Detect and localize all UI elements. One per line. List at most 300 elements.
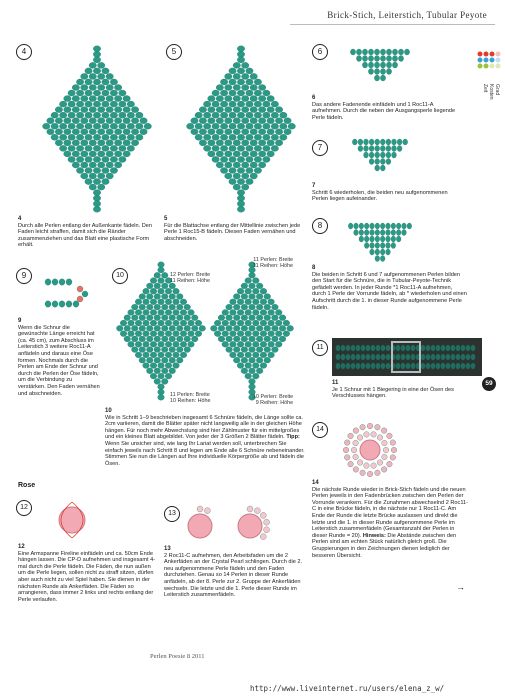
bead — [214, 320, 221, 326]
bead — [267, 140, 274, 146]
bead — [233, 173, 240, 179]
bead — [254, 134, 261, 140]
bead — [139, 294, 146, 300]
bead — [93, 101, 100, 107]
bead — [371, 463, 377, 469]
bead — [85, 179, 92, 185]
bead — [364, 236, 369, 242]
bead — [357, 460, 363, 466]
bead — [237, 206, 244, 212]
bead — [150, 352, 157, 358]
bead — [106, 107, 113, 113]
bead — [249, 379, 256, 385]
bead — [146, 283, 153, 289]
bead — [346, 363, 350, 369]
bead — [199, 325, 206, 331]
bead — [362, 56, 367, 62]
bead — [250, 96, 257, 102]
bead — [386, 56, 391, 62]
sidebar-label-kosten: Kosten — [488, 84, 494, 100]
beadwork-tip-step-6 — [350, 48, 410, 92]
bead — [254, 123, 261, 129]
bead — [124, 336, 131, 342]
bead — [93, 206, 100, 212]
bead — [336, 363, 340, 369]
bead — [76, 123, 83, 129]
bead — [375, 165, 380, 171]
bead — [230, 352, 237, 358]
bead — [272, 315, 279, 321]
bead — [267, 96, 274, 102]
bead — [93, 57, 100, 63]
step-12-text — [18, 544, 158, 603]
bead — [233, 107, 240, 113]
bead — [242, 84, 249, 90]
bead — [140, 129, 147, 135]
bead — [154, 368, 161, 374]
bead — [165, 310, 172, 316]
bead — [256, 283, 263, 289]
bead — [230, 331, 237, 337]
bead — [212, 90, 219, 96]
bead — [140, 118, 147, 124]
step-4-number: 4 — [18, 216, 22, 222]
bead — [102, 156, 109, 162]
bead — [184, 304, 191, 310]
bead — [386, 49, 391, 55]
bead — [210, 325, 217, 331]
bead — [407, 223, 412, 229]
bead — [368, 56, 373, 62]
bead — [89, 173, 96, 179]
bead — [216, 151, 223, 157]
step-4-marker: 4 — [16, 44, 32, 60]
bead — [376, 354, 380, 360]
bead — [216, 140, 223, 146]
bead — [173, 331, 180, 337]
bead — [98, 151, 105, 157]
bead — [233, 140, 240, 146]
bead — [287, 325, 294, 331]
bead — [173, 299, 180, 305]
bead — [380, 139, 385, 145]
bead — [258, 162, 265, 168]
step-8-number: 8 — [312, 265, 316, 271]
bead — [344, 440, 350, 446]
bead — [275, 331, 282, 337]
bead — [59, 134, 66, 140]
bead — [93, 190, 100, 196]
bead — [220, 156, 227, 162]
bead — [370, 249, 375, 255]
bead — [161, 283, 168, 289]
step-14-hint-label: Hinweis: — [362, 532, 386, 539]
bead — [241, 315, 248, 321]
bead — [195, 320, 202, 326]
bead — [176, 347, 183, 353]
bead — [392, 152, 397, 158]
bead — [369, 159, 374, 165]
bead — [466, 354, 470, 360]
bead — [392, 56, 397, 62]
bead — [441, 345, 445, 351]
bead — [119, 156, 126, 162]
bead — [64, 151, 71, 157]
bead — [158, 363, 165, 369]
bead — [359, 230, 364, 236]
step-8-text — [312, 265, 467, 311]
sidebar-label-zeit: Zeit — [482, 84, 488, 93]
bead — [380, 230, 385, 236]
bead — [346, 354, 350, 360]
step-4-text — [18, 216, 160, 249]
bead — [431, 354, 435, 360]
bead — [165, 352, 172, 358]
bead — [404, 49, 409, 55]
bead — [258, 151, 265, 157]
bead — [110, 101, 117, 107]
bead — [128, 341, 135, 347]
bead — [246, 123, 253, 129]
bead — [180, 341, 187, 347]
step-9-marker: 9 — [16, 268, 32, 284]
step-12-body: Eine Armspanne Fireline einfädeln und ca. 50cm Ende hängen lassen. Die CP-D aufnehmen und insgesamt 4-mal durch die Perle fädeln. Die Fäden, die nun außen um die Perle liegen, sollen nicht zu straff sitzen, dürfen aber auch nicht zu viel Spiel haben. Sie dienen in der nächsten Runde als Ankerfäden. Die Fäden so arrangieren, dass immer 2 links und rechts entlang der Perle verlaufen. — [18, 550, 156, 603]
bead — [158, 331, 165, 337]
bead — [169, 368, 176, 374]
bead — [229, 167, 236, 173]
bead — [271, 145, 278, 151]
bead — [351, 345, 355, 351]
bead — [222, 341, 229, 347]
bead — [199, 140, 206, 146]
bead — [158, 394, 165, 400]
bead — [254, 90, 261, 96]
bead — [203, 123, 210, 129]
bead — [386, 230, 391, 236]
bead — [220, 167, 227, 173]
bead — [351, 354, 355, 360]
bead — [110, 90, 117, 96]
bead — [431, 363, 435, 369]
bead — [85, 90, 92, 96]
bead — [377, 435, 383, 441]
bead — [59, 123, 66, 129]
bead — [218, 315, 225, 321]
bead — [471, 363, 475, 369]
bead — [106, 140, 113, 146]
bead — [110, 167, 117, 173]
bead — [169, 315, 176, 321]
bead — [216, 96, 223, 102]
step-10-tip-label: Tipp: — [286, 434, 300, 441]
bead — [411, 354, 415, 360]
bead — [93, 156, 100, 162]
bead — [271, 101, 278, 107]
bead — [68, 145, 75, 151]
bead — [370, 223, 375, 229]
bead — [249, 325, 256, 331]
bead — [451, 345, 455, 351]
bead — [158, 389, 165, 395]
bead — [390, 455, 396, 461]
bead — [135, 320, 142, 326]
bead — [146, 368, 153, 374]
bead — [47, 129, 54, 135]
bead — [436, 345, 440, 351]
bead — [114, 96, 121, 102]
bead — [375, 139, 380, 145]
bead — [52, 301, 58, 307]
bead — [260, 341, 267, 347]
bead — [64, 140, 71, 146]
bead — [456, 345, 460, 351]
bead — [386, 62, 391, 68]
bead — [398, 56, 403, 62]
bead — [229, 112, 236, 118]
bead — [98, 129, 105, 135]
bead — [135, 341, 142, 347]
bead — [370, 230, 375, 236]
bead — [247, 506, 253, 512]
bead — [406, 354, 410, 360]
bead — [364, 463, 370, 469]
bead — [275, 107, 282, 113]
bead — [226, 315, 233, 321]
bead — [245, 278, 252, 284]
bead — [199, 107, 206, 113]
bead — [212, 123, 219, 129]
bead — [52, 279, 58, 285]
pearl-rings-step-13 — [180, 504, 310, 546]
bead — [169, 347, 176, 353]
bead — [220, 134, 227, 140]
bead — [237, 179, 244, 185]
bead — [237, 341, 244, 347]
bead — [356, 56, 361, 62]
step-13-marker: 13 — [164, 506, 180, 522]
bead — [195, 112, 202, 118]
bead — [242, 118, 249, 124]
bead — [98, 84, 105, 90]
bead — [93, 46, 100, 52]
bead — [226, 336, 233, 342]
bead — [386, 249, 391, 255]
bead — [237, 101, 244, 107]
bead — [237, 145, 244, 151]
bead — [237, 46, 244, 52]
bead — [242, 107, 249, 113]
bead — [375, 470, 381, 476]
bead — [356, 363, 360, 369]
bead — [89, 96, 96, 102]
bead — [361, 363, 365, 369]
bead — [245, 373, 252, 379]
bead — [216, 162, 223, 168]
bead — [348, 433, 354, 439]
bead — [391, 447, 397, 453]
bead — [364, 146, 369, 152]
bead — [237, 320, 244, 326]
bead — [237, 68, 244, 74]
bead — [59, 101, 66, 107]
step-10-marker: 10 — [112, 268, 128, 284]
bead — [272, 325, 279, 331]
bead — [264, 519, 270, 525]
bead — [220, 101, 227, 107]
bead — [230, 320, 237, 326]
bead — [456, 354, 460, 360]
bead — [272, 336, 279, 342]
bead — [254, 79, 261, 85]
bead — [246, 112, 253, 118]
bead — [250, 107, 257, 113]
bead — [364, 243, 369, 249]
bead — [267, 107, 274, 113]
bead — [288, 123, 295, 129]
bead — [188, 341, 195, 347]
bead — [93, 201, 100, 207]
bead — [267, 129, 274, 135]
bead — [391, 236, 396, 242]
bead — [336, 354, 340, 360]
bead — [102, 167, 109, 173]
bead — [136, 134, 143, 140]
bead — [143, 331, 150, 337]
bead — [169, 325, 176, 331]
bead — [374, 49, 379, 55]
bead — [158, 267, 165, 273]
bead — [348, 223, 353, 229]
bead — [127, 123, 134, 129]
bead — [89, 84, 96, 90]
bead — [180, 320, 187, 326]
bead — [85, 68, 92, 74]
bead — [204, 508, 210, 514]
step-9-body: Wenn die Schnur die gewünschte Länge erreicht hat (ca. 45 cm), zum Abschluss im Leiterstich 3 weitere Roc11-A anfädeln und daraus eine Öse formen. Nochmals durch die Perlen am Ende der Schnur und durch die Perlen der Öse fädeln, um die Verbindung zu verstärken. Den Faden vernähen und abschneiden. — [18, 324, 100, 397]
bead — [135, 299, 142, 305]
bead — [150, 363, 157, 369]
bead — [76, 145, 83, 151]
bead — [398, 49, 403, 55]
bead — [242, 96, 249, 102]
beadwork-leaf-step-4 — [42, 46, 152, 212]
bead — [377, 460, 383, 466]
bead — [241, 347, 248, 353]
bead — [237, 201, 244, 207]
bead — [279, 336, 286, 342]
step-12-marker: 12 — [16, 500, 32, 516]
bead — [263, 90, 270, 96]
bead — [102, 79, 109, 85]
bead — [77, 296, 83, 302]
bead — [279, 325, 286, 331]
bead — [93, 51, 100, 57]
step-10-tip: Wenn Sie unsicher sind, wie lang Ihr Lariat werden soll, unterbrechen Sie einfach jeweils nach Schritt 8 und legen am Ende alle 6 Schnüre nebeneinander. Stimmen Sie nun die Längen auf Ihre individuelle Körpergröße ab und fädeln die Ösen. — [105, 440, 305, 467]
bead — [59, 112, 66, 118]
bead — [165, 373, 172, 379]
page-header-title: Brick-Stich, Leiterstich, Tubular Peyote — [327, 10, 487, 20]
bead — [66, 279, 72, 285]
bead — [208, 151, 215, 157]
bead — [229, 90, 236, 96]
bead — [268, 341, 275, 347]
bead — [230, 310, 237, 316]
bead — [150, 331, 157, 337]
bead — [436, 363, 440, 369]
bead — [249, 272, 256, 278]
bead — [264, 325, 271, 331]
step-14-marker: 14 — [312, 422, 328, 438]
step-11-marker: 11 — [312, 340, 328, 356]
bead — [102, 179, 109, 185]
bead — [161, 357, 168, 363]
bead — [368, 69, 373, 75]
bead — [203, 101, 210, 107]
bead — [102, 101, 109, 107]
bead — [237, 112, 244, 118]
beadwork-leaf-small — [210, 262, 294, 400]
bead — [376, 345, 380, 351]
bead — [233, 357, 240, 363]
bead — [358, 146, 363, 152]
bead — [411, 345, 415, 351]
bead — [341, 363, 345, 369]
bead — [128, 310, 135, 316]
bead — [66, 301, 72, 307]
bead — [158, 341, 165, 347]
bead — [237, 310, 244, 316]
bead — [361, 345, 365, 351]
bead — [150, 320, 157, 326]
bead — [263, 156, 270, 162]
bead — [256, 294, 263, 300]
bead — [353, 467, 359, 473]
bead — [127, 134, 134, 140]
bead — [241, 325, 248, 331]
bead — [135, 310, 142, 316]
bead — [203, 134, 210, 140]
bead — [143, 310, 150, 316]
bead — [98, 73, 105, 79]
bead — [411, 363, 415, 369]
bead — [461, 354, 465, 360]
bead — [249, 368, 256, 374]
bead — [258, 118, 265, 124]
bead — [85, 123, 92, 129]
bead — [263, 123, 270, 129]
bead — [143, 288, 150, 294]
bead — [352, 139, 357, 145]
bead — [150, 288, 157, 294]
crystal-pearl — [59, 507, 85, 533]
bead — [390, 440, 396, 446]
bead — [64, 107, 71, 113]
bead — [131, 140, 138, 146]
bead — [386, 159, 391, 165]
bead — [366, 345, 370, 351]
bead — [436, 354, 440, 360]
bead — [351, 447, 357, 453]
bead — [254, 101, 261, 107]
bead — [81, 140, 88, 146]
bead — [176, 357, 183, 363]
bead — [260, 352, 267, 358]
bead — [225, 162, 232, 168]
bead — [254, 112, 261, 118]
bead — [114, 129, 121, 135]
bead — [233, 294, 240, 300]
bead — [401, 354, 405, 360]
